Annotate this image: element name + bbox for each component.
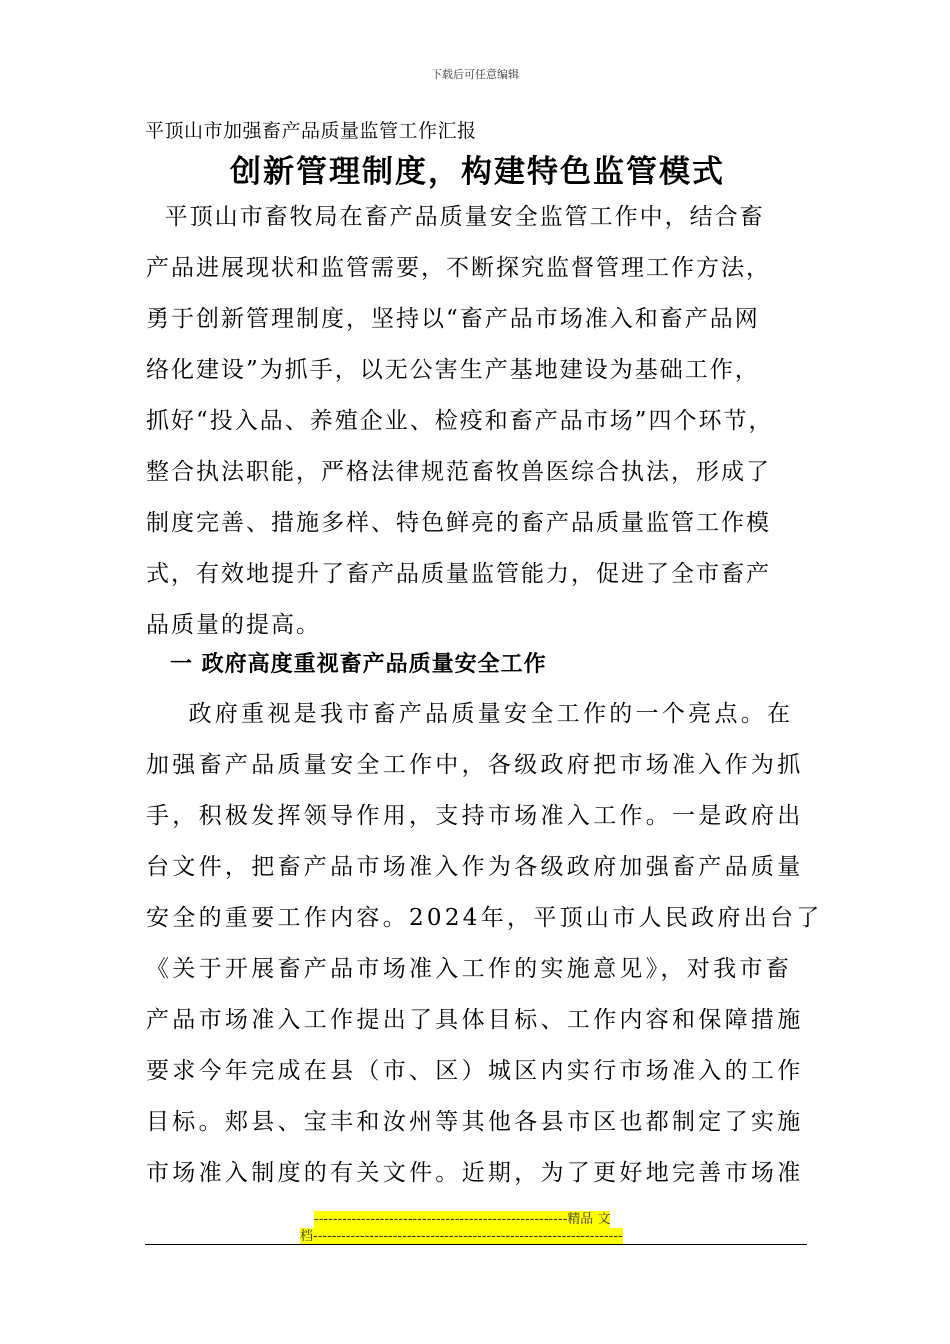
text-line: 台文件，把畜产品市场准入作为各级政府加强畜产品质量 [146, 854, 804, 880]
text-line: 整合执法职能，严格法律规范畜牧兽医综合执法，形成了 [146, 459, 771, 485]
footer-line: ------------------------------------------------------精品 文 [314, 1212, 611, 1227]
intro-paragraph [146, 192, 810, 651]
body-paragraph [146, 689, 823, 1199]
text-line: 《关于开展畜产品市场准入工作的实施意见》，对我市畜 [146, 956, 792, 982]
text-line: 勇于创新管理制度，坚持以“畜产品市场准入和畜产品网 [146, 306, 760, 332]
footer-line: 档------------------------------------------------------------------ [300, 1229, 623, 1244]
text-line: 式，有效地提升了畜产品质量监管能力，促进了全市畜产 [146, 561, 771, 587]
text-line: 品质量的提高。 [146, 612, 321, 638]
text-line: 络化建设”为抓手，以无公害生产基地建设为基础工作， [146, 357, 760, 383]
section-heading: 一 政府高度重视畜产品质量安全工作 [170, 652, 547, 677]
text-line: 加强畜产品质量安全工作中，各级政府把市场准入作为抓 [146, 752, 804, 778]
footer-divider [145, 1244, 807, 1245]
text-line: 产品市场准入工作提出了具体目标、工作内容和保障措施 [146, 1007, 804, 1033]
footer-watermark [300, 1211, 623, 1245]
header-note: 下载后可任意编辑 [431, 68, 519, 81]
report-title-line: 平顶山市加强畜产品质量监管工作汇报 [145, 120, 477, 142]
text-line: 要求今年完成在县（市、区）城区内实行市场准入的工作 [146, 1058, 804, 1084]
text-line: 安全的重要工作内容。2024年，平顶山市人民政府出台了 [146, 905, 823, 931]
text-line: 政府重视是我市畜产品质量安全工作的一个亮点。在 [146, 701, 794, 727]
text-line: 产品进展现状和监管需要，不断探究监督管理工作方法， [146, 255, 771, 281]
text-line: 制度完善、措施多样、特色鲜亮的畜产品质量监管工作模 [146, 510, 771, 536]
text-line: 抓好“投入品、养殖企业、检疫和畜产品市场”四个环节， [146, 408, 774, 434]
text-line: 市场准入制度的有关文件。近期，为了更好地完善市场准 [146, 1160, 804, 1186]
text-line: 目标。郏县、宝丰和汝州等其他各县市区也都制定了实施 [146, 1109, 804, 1135]
text-line: 平顶山市畜牧局在畜产品质量安全监管工作中，结合畜 [146, 204, 765, 230]
text-line: 手，积极发挥领导作用，支持市场准入工作。一是政府出 [146, 803, 804, 829]
page-title: 创新管理制度，构建特色监管模式 [230, 154, 725, 190]
